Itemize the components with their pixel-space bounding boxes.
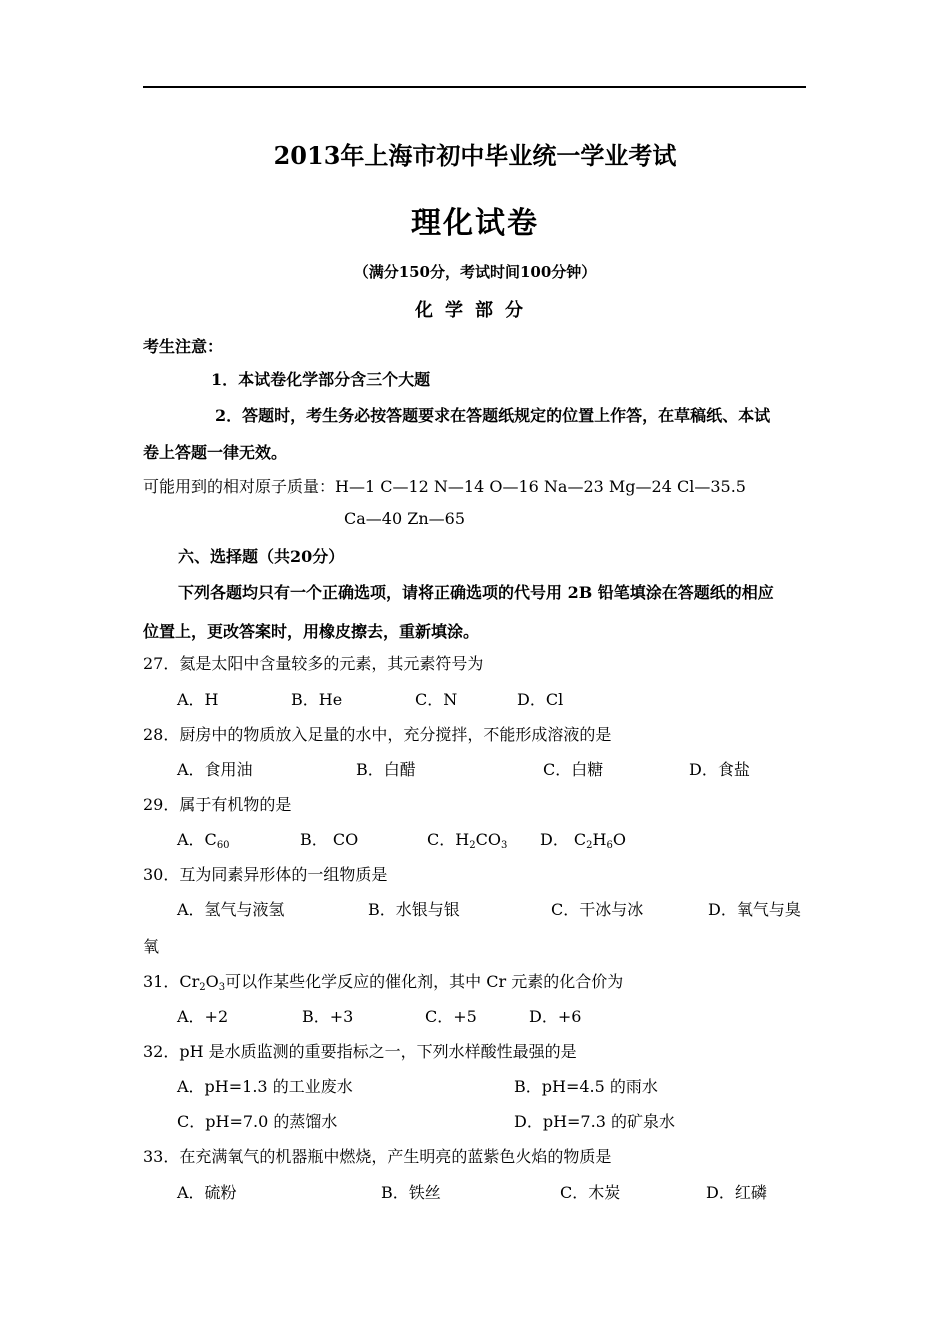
question-28-option-d: D．食盐 <box>689 760 750 779</box>
header-rule <box>143 86 806 88</box>
part-heading: 六、选择题（共20分） <box>178 547 345 566</box>
question-29-option-d: D． $C_2H_6O$ <box>540 830 626 851</box>
part-instruction-1: 下列各题均只有一个正确选项，请将正确选项的代号用 2B 铅笔填涂在答题纸的相应 <box>178 583 774 602</box>
question-28-stem: 28．厨房中的物质放入足量的水中，充分搅拌，不能形成溶液的是 <box>143 725 612 744</box>
question-32-option-d: D．pH=7.3 的矿泉水 <box>514 1112 675 1131</box>
notice-item-2b: 卷上答题一律无效。 <box>143 443 288 462</box>
question-32-option-b: B．pH=4.5 的雨水 <box>514 1077 658 1096</box>
question-27-stem: 27．氦是太阳中含量较多的元素，其元素符号为 <box>143 654 484 673</box>
question-31-option-c: C．+5 <box>425 1007 477 1026</box>
question-27-option-a: A．H <box>177 690 219 709</box>
question-31-stem: 31．$Cr_2O_3$可以作某些化学反应的催化剂，其中 Cr 元素的化合价为 <box>143 972 624 993</box>
section-title: 化学部分 <box>415 300 535 321</box>
exam-meta: （满分150分，考试时间100分钟） <box>353 263 597 281</box>
question-32-stem: 32．pH 是水质监测的重要指标之一，下列水样酸性最强的是 <box>143 1042 577 1061</box>
question-32-option-a: A．pH=1.3 的工业废水 <box>177 1077 353 1096</box>
notice-label: 考生注意： <box>143 337 224 356</box>
question-33-stem: 33．在充满氧气的机器瓶中燃烧，产生明亮的蓝紫色火焰的物质是 <box>143 1147 612 1166</box>
part-instruction-2: 位置上，更改答案时，用橡皮擦去，重新填涂。 <box>143 622 480 641</box>
atomic-masses-line-1: 可能用到的相对原子质量：H—1 C—12 N—14 O—16 Na—23 Mg—24 Cl—35.5 <box>143 477 746 496</box>
question-29-option-b: B． CO <box>300 830 359 849</box>
atomic-masses-line-2: Ca—40 Zn—65 <box>344 509 466 528</box>
question-27-option-c: C．N <box>415 690 458 709</box>
notice-item-1: 1．本试卷化学部分含三个大题 <box>211 370 431 389</box>
question-28-option-a: A．食用油 <box>177 760 253 779</box>
question-30-stem: 30．互为同素异形体的一组物质是 <box>143 865 388 884</box>
question-31-option-a: A．+2 <box>177 1007 229 1026</box>
question-27-option-d: D．Cl <box>517 690 564 709</box>
paper-title: 理化试卷 <box>411 206 539 241</box>
question-30-option-c: C．干冰与冰 <box>551 900 644 919</box>
question-30-option-d-wrap: 氧 <box>143 937 160 956</box>
question-33-option-b: B．铁丝 <box>381 1183 441 1202</box>
question-28-option-b: B．白醋 <box>356 760 416 779</box>
question-33-option-c: C．木炭 <box>560 1183 621 1202</box>
question-29-option-a: A．$C_{60}$ <box>177 830 230 851</box>
question-30-option-b: B．水银与银 <box>368 900 460 919</box>
question-33-option-d: D．红磷 <box>706 1183 767 1202</box>
notice-item-2a: 2．答题时，考生务必按答题要求在答题纸规定的位置上作答，在草稿纸、本试 <box>215 406 771 425</box>
question-30-option-a: A．氢气与液氢 <box>177 900 285 919</box>
question-27-option-b: B．He <box>291 690 343 709</box>
question-30-option-d: D．氧气与臭 <box>708 900 801 919</box>
question-28-option-c: C．白糖 <box>543 760 604 779</box>
question-31-option-d: D．+6 <box>529 1007 582 1026</box>
question-33-option-a: A．硫粉 <box>177 1183 237 1202</box>
exam-title: 2013年上海市初中毕业统一学业考试 <box>273 141 677 170</box>
question-29-stem: 29．属于有机物的是 <box>143 795 292 814</box>
question-32-option-c: C．pH=7.0 的蒸馏水 <box>177 1112 338 1131</box>
question-31-option-b: B．+3 <box>302 1007 354 1026</box>
question-29-option-c: C．$H_2CO_3$ <box>427 830 508 851</box>
